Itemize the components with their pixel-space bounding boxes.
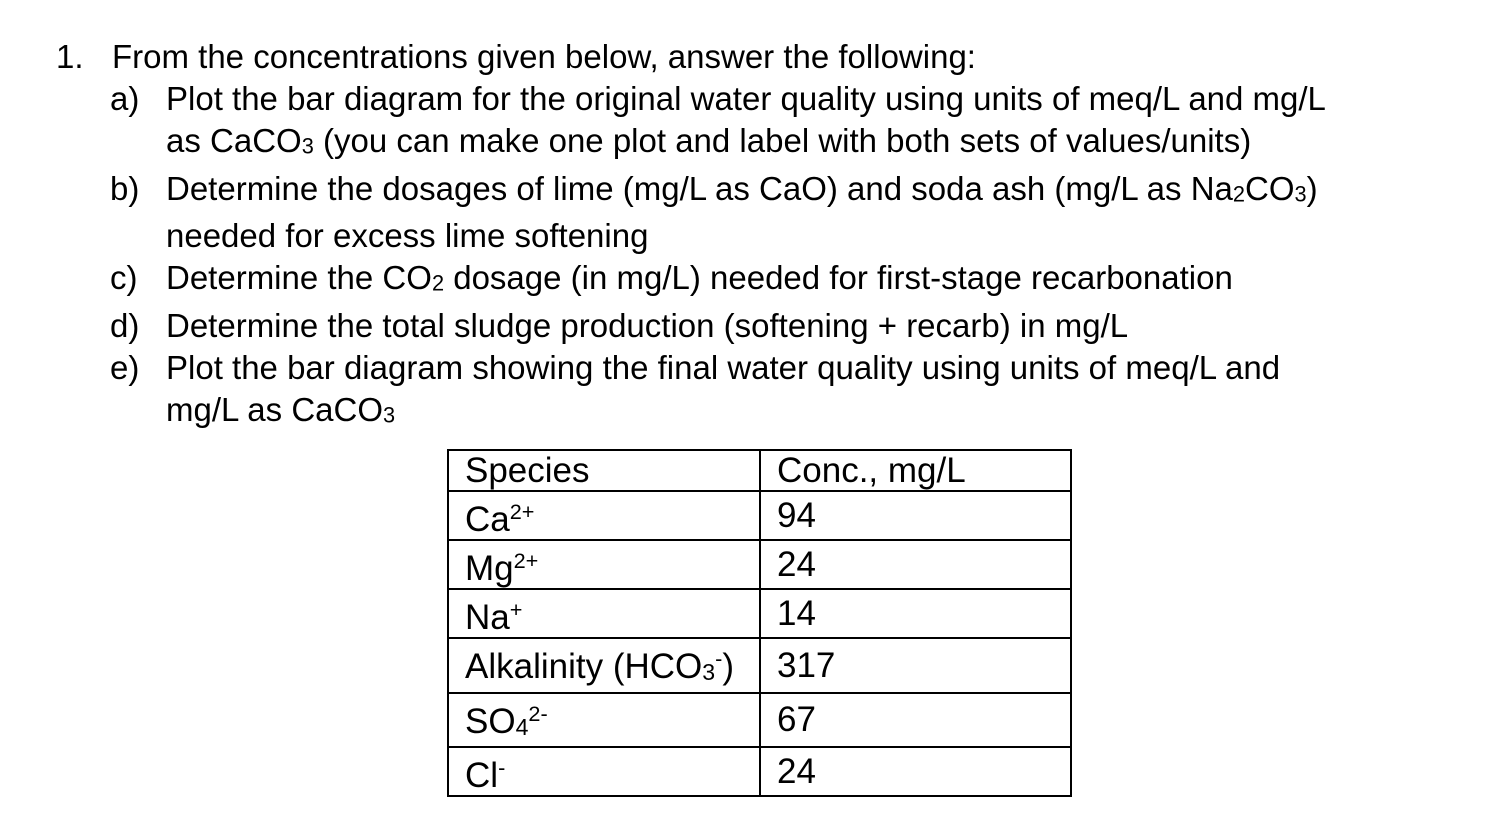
- text-segment: Determine the CO: [166, 259, 432, 297]
- part-a-line1: Plot the bar diagram for the original water quality using units of meq/L and mg/L: [166, 80, 1326, 117]
- part-letter: a): [110, 80, 140, 117]
- table-header-row: [448, 450, 1071, 491]
- subscript: 3: [1294, 181, 1307, 207]
- species-symbol: Alkalinity (HCO: [465, 646, 703, 686]
- part-a-line2: [166, 120, 1326, 168]
- subscript: 2: [1232, 181, 1246, 207]
- species-cell: [448, 747, 760, 796]
- charge-superscript: +: [509, 596, 523, 622]
- question-parts: [110, 78, 1326, 437]
- text-segment: ): [1306, 169, 1318, 207]
- species-cell: [448, 589, 760, 638]
- header-conc: Conc., mg/L: [760, 450, 1071, 491]
- species-symbol: Na: [465, 597, 510, 637]
- part-b-line2: needed for excess lime softening: [166, 217, 649, 255]
- table-row: [448, 638, 1071, 693]
- table-row: [448, 491, 1071, 540]
- text-segment: (you can make one plot and label with both sets of values/units): [313, 122, 1252, 159]
- text-segment: mg/L as CaCO: [166, 391, 384, 429]
- part-letter: c): [110, 259, 138, 297]
- charge-superscript: 2+: [513, 547, 539, 573]
- species-cell: [448, 638, 760, 693]
- part-e-line2: [166, 389, 1326, 437]
- text-segment: as CaCO: [166, 122, 302, 159]
- part-d: [110, 305, 1326, 347]
- table-row: [448, 589, 1071, 638]
- subscript: 3: [383, 402, 396, 428]
- value-cell: 24: [760, 747, 1071, 796]
- charge-superscript: -: [715, 645, 723, 671]
- value-cell: 94: [760, 491, 1071, 540]
- part-c: [110, 257, 1326, 305]
- subscript: 2: [431, 271, 445, 297]
- table-row: [448, 540, 1071, 589]
- question-prompt: From the concentrations given below, answer the following:: [112, 38, 976, 75]
- part-b-line1: [166, 168, 1326, 216]
- value-cell: 317: [760, 638, 1071, 693]
- part-e: [110, 347, 1326, 437]
- part-letter: b): [110, 169, 140, 207]
- table-row: [448, 747, 1071, 796]
- species-symbol: Mg: [465, 548, 514, 588]
- text-segment: Determine the dosages of lime (mg/L as CaO) and soda ash (mg/L as Na: [166, 169, 1233, 207]
- charge-superscript: 2+: [509, 499, 535, 524]
- question-number: 1.: [56, 38, 84, 75]
- species-cell: [448, 693, 760, 748]
- part-letter: d): [110, 307, 140, 345]
- part-b: [110, 168, 1326, 258]
- species-cell: [448, 491, 760, 540]
- text-segment: CO: [1245, 169, 1295, 207]
- table-row: [448, 693, 1071, 748]
- concentration-table: [447, 449, 1072, 797]
- charge-superscript: 2-: [528, 700, 548, 726]
- species-symbol: SO: [465, 701, 516, 741]
- part-letter: e): [110, 349, 140, 387]
- subscript: 3: [301, 133, 314, 159]
- text-segment: ): [722, 646, 734, 686]
- value-cell: 67: [760, 693, 1071, 748]
- value-cell: 24: [760, 540, 1071, 589]
- part-c-line1: [166, 257, 1326, 305]
- part-d-line1: Determine the total sludge production (softening + recarb) in mg/L: [166, 307, 1129, 345]
- header-species: Species: [448, 450, 760, 491]
- part-a: [110, 78, 1326, 168]
- part-e-line1: Plot the bar diagram showing the final water quality using units of meq/L and: [166, 349, 1281, 387]
- value-cell: 14: [760, 589, 1071, 638]
- species-symbol: Cl: [465, 756, 499, 796]
- subscript: 3: [702, 658, 716, 685]
- charge-superscript: -: [498, 755, 506, 781]
- species-cell: [448, 540, 760, 589]
- question-1: [56, 36, 976, 78]
- subscript: 4: [515, 713, 529, 740]
- species-symbol: Ca: [465, 499, 510, 539]
- text-segment: dosage (in mg/L) needed for first-stage recarbonation: [444, 259, 1233, 297]
